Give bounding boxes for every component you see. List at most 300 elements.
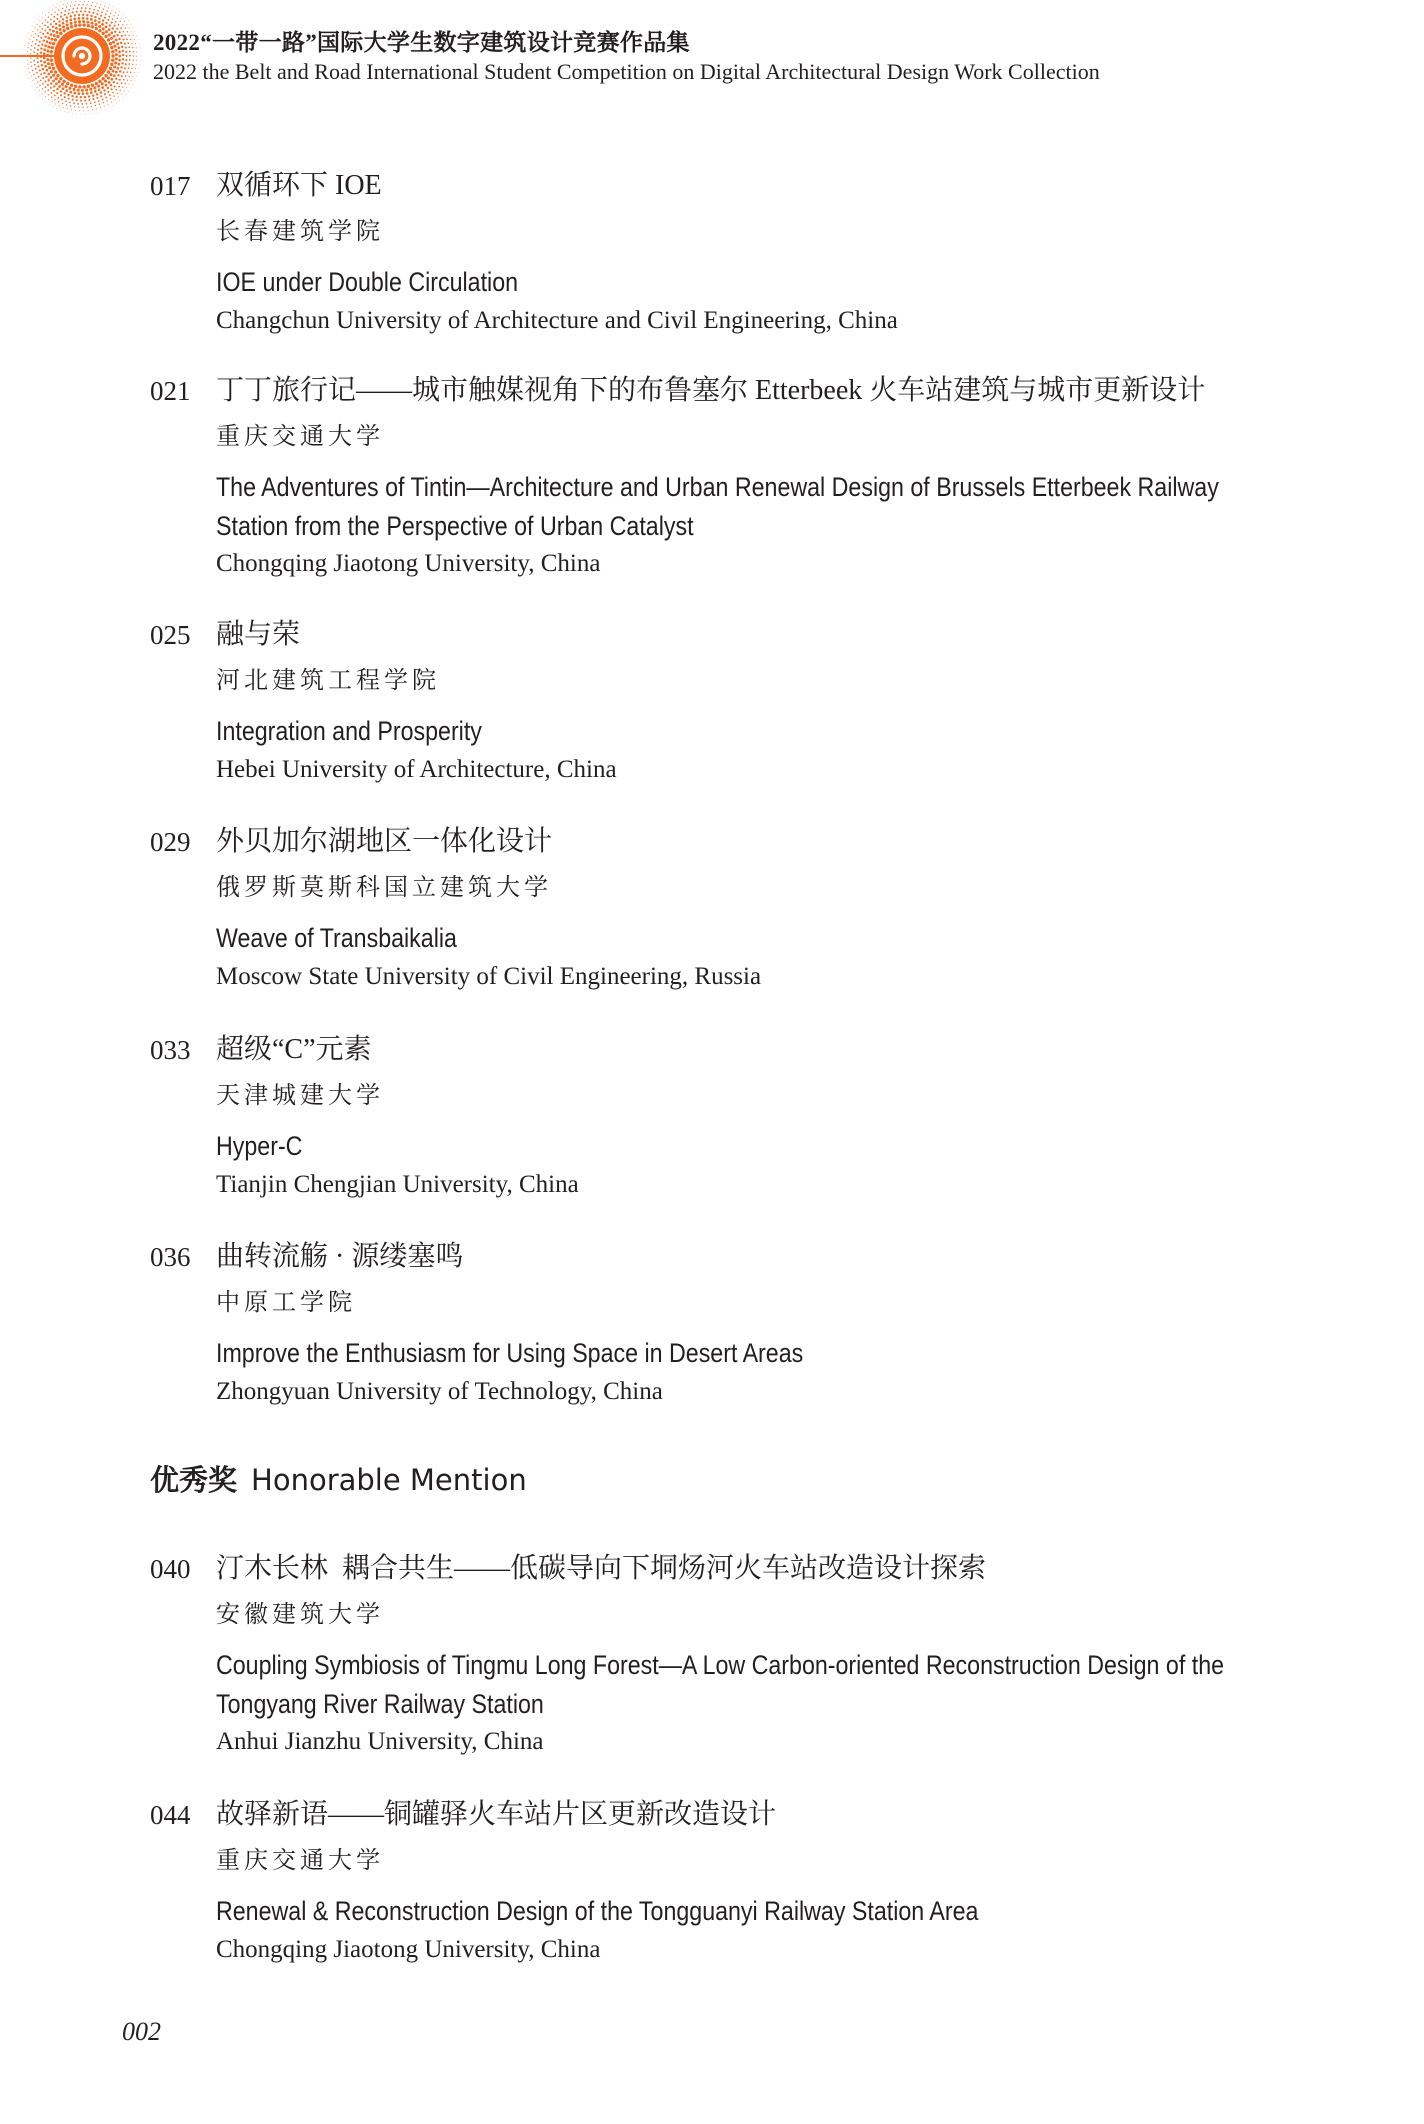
logo-dot	[50, 46, 53, 49]
logo-dot	[105, 2, 106, 3]
logo-dot	[82, 107, 83, 108]
logo-dot	[64, 0, 65, 1]
logo-dot	[114, 31, 116, 33]
logo-dot	[36, 57, 38, 59]
logo-dot	[42, 77, 44, 79]
logo-dot	[132, 76, 133, 77]
logo-dot	[82, 4, 83, 5]
logo-dot	[107, 70, 110, 73]
logo-dot	[104, 106, 105, 107]
logo-dot	[74, 14, 76, 16]
logo-dot	[58, 85, 61, 88]
logo-dot	[56, 35, 59, 38]
logo-dot	[76, 11, 78, 13]
logo-dot	[86, 92, 89, 95]
logo-dot	[49, 104, 50, 105]
logo-dot	[53, 20, 55, 22]
logo-dot	[104, 6, 105, 7]
logo-dot	[50, 87, 52, 89]
logo-dot	[136, 35, 137, 36]
logo-dot	[98, 100, 100, 102]
logo-dot	[115, 57, 118, 60]
logo-dot	[41, 43, 43, 45]
logo-dot	[129, 84, 130, 85]
collection-title-en: 2022 the Belt and Road International Student Competition on Digital Architectural Design Work Collection	[153, 59, 1100, 84]
logo-dot	[109, 42, 112, 45]
logo-dot	[31, 66, 32, 67]
logo-dot	[57, 14, 59, 16]
logo-dot	[42, 22, 43, 23]
logo-dot	[52, 9, 53, 10]
logo-dot	[118, 38, 120, 40]
logo-dot	[86, 14, 88, 16]
logo-dot	[125, 51, 127, 53]
logo-dot	[113, 74, 116, 77]
logo-dot	[131, 43, 132, 44]
logo-dot	[50, 82, 52, 84]
logo-dot	[81, 89, 84, 92]
logo-dot	[46, 50, 49, 53]
logo-dot	[115, 71, 118, 74]
logo-dot	[43, 39, 45, 41]
logo-dot	[62, 18, 64, 20]
logo-dot	[137, 72, 138, 73]
logo-dot	[115, 12, 116, 13]
logo-dot	[48, 94, 49, 95]
logo-dot	[50, 23, 52, 25]
logo-dot	[135, 43, 136, 44]
logo-dot	[28, 43, 29, 44]
logo-dot	[58, 80, 61, 83]
header-text	[153, 28, 1100, 86]
logo-dot	[50, 19, 52, 21]
logo-dot	[37, 29, 38, 30]
logo-dot	[46, 101, 47, 102]
entry-school-en: Moscow State University of Civil Engineering, Russia	[216, 963, 762, 990]
logo-dot	[77, 89, 80, 92]
logo-dot	[51, 97, 52, 98]
logo-dot	[118, 55, 121, 58]
logo-dot	[45, 96, 46, 97]
logo-dot	[92, 94, 94, 96]
logo-dot	[53, 85, 55, 87]
entry-number: 040	[150, 1554, 191, 1584]
logo-dot	[90, 15, 92, 17]
logo-dot	[116, 9, 117, 10]
logo-dot	[49, 41, 52, 44]
logo-dot	[128, 91, 129, 92]
logo-dot	[92, 98, 94, 100]
entry-school-cn: 重庆交通大学	[216, 1846, 384, 1874]
logo-dot	[56, 74, 59, 77]
logo-dot	[122, 54, 124, 56]
logo-dot	[118, 86, 120, 88]
logo-dot	[100, 15, 102, 17]
logo-dot	[96, 3, 97, 4]
logo-dot	[74, 24, 77, 27]
logo-dot	[118, 46, 121, 49]
entry-school-en: Changchun University of Architecture and Civil Engineering, China	[216, 307, 898, 334]
logo-dot	[99, 7, 100, 8]
entry-school-en: Chongqing Jiaotong University, China	[216, 550, 601, 577]
logo-dot	[90, 91, 93, 94]
logo-dot	[111, 10, 112, 11]
logo-dot	[105, 22, 107, 24]
logo-dot	[47, 89, 49, 91]
logo-dot	[62, 87, 65, 90]
logo-dot	[123, 31, 125, 33]
logo-dot	[122, 97, 123, 98]
logo-dot	[108, 104, 109, 105]
logo-dot	[126, 55, 128, 57]
logo-dot	[27, 64, 28, 65]
logo-dot	[89, 8, 91, 10]
logo-dot	[34, 47, 36, 49]
logo-dot	[124, 91, 125, 92]
logo-dot	[75, 96, 77, 98]
logo-dot	[94, 19, 97, 22]
logo-dot	[31, 45, 32, 46]
logo-dot	[136, 47, 137, 48]
logo-dot	[39, 41, 41, 43]
entry-title-en: Integration and Prosperity	[216, 716, 482, 746]
logo-dot	[56, 88, 58, 90]
logo-dot	[127, 31, 128, 32]
logo-dot	[35, 68, 37, 70]
logo-dot	[56, 92, 58, 94]
logo-dot	[122, 39, 124, 41]
logo-dot	[55, 23, 57, 25]
logo-dot	[60, 2, 61, 3]
logo-dot	[130, 24, 131, 25]
logo-dot	[69, 102, 71, 104]
logo-dot	[136, 51, 137, 52]
logo-dot	[25, 70, 26, 71]
logo-dot	[108, 7, 109, 8]
logo-dot	[101, 86, 104, 89]
logo-dot	[59, 28, 62, 31]
logo-dot	[116, 34, 118, 36]
logo-dot	[101, 110, 102, 111]
logo-dot	[34, 83, 35, 84]
logo-dot	[89, 88, 92, 91]
logo-dot	[50, 59, 53, 62]
logo-dot	[60, 110, 61, 111]
entry-title-en: Coupling Symbiosis of Tingmu Long Forest—A Low Carbon-oriented Reconstruction Design of the Tongyang River Railway Station	[216, 1650, 1225, 1719]
logo-dot	[134, 31, 135, 32]
logo-dot	[53, 90, 55, 92]
logo-dot	[132, 47, 133, 48]
logo-dot	[88, 1, 89, 2]
logo-dot	[96, 97, 98, 99]
logo-dot	[102, 27, 105, 30]
entry-title-cn: 丁丁旅行记——城市触媒视角下的布鲁塞尔 Etterbeek 火车站建筑与城市更新设计	[216, 375, 1206, 406]
logo-dot	[70, 22, 73, 25]
logo-dot	[104, 35, 107, 38]
logo-dot	[118, 24, 120, 26]
logo-dot	[106, 100, 107, 101]
logo-dot	[104, 74, 107, 77]
entry-school-en: Zhongyuan University of Technology, China	[216, 1378, 663, 1405]
logo-dot	[116, 67, 119, 70]
logo-dot	[46, 40, 49, 43]
logo-dot	[122, 87, 123, 88]
logo-dot	[50, 70, 53, 73]
logo-dot	[101, 1, 102, 2]
logo-dot	[73, 18, 76, 21]
logo-dot	[87, 106, 88, 107]
logo-dot	[68, 98, 70, 100]
logo-dot	[94, 90, 97, 93]
logo-dot	[131, 68, 132, 69]
logo-dot	[38, 35, 40, 37]
logo-dot	[66, 27, 69, 30]
logo-dot	[38, 76, 40, 78]
logo-dot	[45, 86, 47, 88]
logo-dot	[105, 97, 107, 99]
logo-dot	[62, 103, 63, 104]
entry-title-cn: 融与荣	[216, 619, 301, 650]
logo-dot	[81, 7, 83, 9]
logo-dot	[103, 89, 105, 91]
logo-dot	[52, 101, 53, 102]
entry-title-cn: 超级“C”元素	[216, 1034, 372, 1065]
logo-dot	[97, 112, 98, 113]
logo-dot	[35, 43, 37, 45]
logo-dot	[70, 105, 71, 106]
logo-dot	[66, 82, 69, 85]
logo-dot	[42, 33, 44, 35]
logo-dot	[27, 74, 28, 75]
logo-dot	[40, 60, 42, 62]
logo-dot	[118, 63, 121, 66]
entry-school-cn: 安徽建筑大学	[216, 1600, 384, 1628]
logo-dot	[50, 33, 53, 36]
logo-dot	[105, 84, 108, 87]
logo-dot	[72, 113, 73, 114]
logo-dot	[59, 77, 62, 80]
logo-dot	[113, 35, 116, 38]
logo-dot	[75, 110, 76, 111]
logo-dot	[104, 80, 107, 83]
logo-dot	[32, 31, 33, 32]
logo-dot	[47, 73, 50, 76]
logo-dot	[97, 85, 100, 88]
logo-dot	[76, 114, 77, 115]
logo-dot	[91, 106, 92, 107]
logo-dot	[96, 13, 98, 15]
logo-dot	[95, 27, 98, 30]
logo-dot	[107, 87, 109, 89]
logo-dot	[37, 61, 39, 63]
logo-dot	[36, 72, 38, 74]
entry-title-en: Weave of Transbaikalia	[216, 923, 457, 953]
logo-dot	[80, 10, 82, 12]
logo-dot	[48, 79, 50, 81]
logo-dot	[35, 33, 36, 34]
entry-title-cn: 外贝加尔湖地区一体化设计	[216, 826, 553, 857]
logo-dot	[119, 100, 120, 101]
logo-dot	[92, 109, 93, 110]
logo-dot	[122, 71, 124, 73]
logo-dot	[110, 78, 113, 81]
logo-dot	[39, 26, 40, 27]
logo-dot	[102, 19, 104, 21]
logo-dot	[67, 3, 68, 4]
logo-dot	[105, 13, 107, 15]
logo-dot	[61, 83, 64, 86]
logo-dot	[42, 13, 43, 14]
logo-dot	[139, 47, 140, 48]
logo-dot	[111, 102, 112, 103]
logo-dot	[54, 70, 57, 73]
logo-dot	[83, 110, 84, 111]
logo-dot	[95, 6, 96, 7]
logo-dot	[25, 41, 26, 42]
logo-dot	[60, 94, 62, 96]
logo-dot	[30, 29, 31, 30]
logo-dot	[100, 4, 101, 5]
logo-dot	[24, 66, 25, 67]
logo-dot	[44, 25, 46, 27]
logo-dot	[66, 6, 67, 7]
logo-dot	[61, 99, 63, 101]
logo-dot	[74, 21, 77, 24]
logo-dot	[50, 76, 53, 79]
logo-dot	[93, 113, 94, 114]
logo-dot	[105, 25, 108, 28]
logo-dot	[44, 29, 46, 31]
logo-dot	[137, 39, 138, 40]
logo-dot	[40, 52, 42, 54]
logo-dot	[121, 18, 122, 19]
logo-dot	[62, 80, 65, 83]
logo-dot	[54, 12, 55, 13]
logo-dot	[85, 89, 88, 92]
logo-dot	[40, 79, 42, 81]
logo-dot	[44, 81, 46, 83]
logo-dot	[45, 91, 46, 92]
logo-dot	[118, 15, 119, 16]
logo-dot	[47, 26, 49, 28]
logo-dot	[53, 34, 56, 37]
logo-dot	[111, 22, 113, 24]
logo-dot	[134, 72, 135, 73]
entry-title-en: Renewal & Reconstruction Design of the Tongguanyi Railway Station Area	[216, 1896, 979, 1926]
logo-dot	[42, 83, 44, 85]
logo-dot	[103, 102, 104, 103]
logo-dot	[97, 10, 99, 12]
logo-dot	[64, 111, 65, 112]
logo-dot	[129, 59, 131, 61]
entry-number: 029	[150, 827, 191, 857]
entry-title-cn: 双循环下 IOE	[216, 170, 382, 201]
logo-dot	[39, 96, 40, 97]
logo-dot	[63, 107, 64, 108]
logo-dot	[24, 45, 25, 46]
logo-dot	[74, 85, 77, 88]
logo-dot	[39, 90, 40, 91]
logo-dot	[105, 109, 106, 110]
logo-dot	[49, 29, 51, 31]
logo-dot	[98, 25, 101, 28]
logo-dot	[82, 103, 84, 105]
logo-dot	[73, 92, 76, 95]
logo-dot	[122, 14, 123, 15]
logo-dot	[48, 12, 49, 13]
logo-dot	[42, 17, 43, 18]
logo-dot	[138, 43, 139, 44]
logo-dot	[82, 17, 85, 20]
logo-dot	[92, 2, 93, 3]
logo-dot	[41, 64, 43, 66]
logo-dot	[51, 14, 52, 15]
logo-dot	[52, 67, 55, 70]
logo-dot	[113, 66, 116, 69]
logo-dot	[43, 48, 46, 51]
logo-dot	[51, 92, 53, 94]
logo-dot	[38, 65, 40, 67]
section-title-en: Honorable Mention	[251, 1463, 527, 1497]
logo-dot	[111, 59, 114, 62]
logo-dot	[32, 86, 33, 87]
logo-dot	[129, 28, 130, 29]
logo-dot	[82, 20, 85, 23]
logo-dot	[78, 85, 81, 88]
logo-dot	[88, 95, 90, 97]
logo-dot	[113, 105, 114, 106]
logo-dot	[61, 12, 63, 14]
logo-dot	[80, 100, 82, 102]
logo-dot	[47, 45, 50, 48]
logo-dot	[115, 21, 117, 23]
logo-dot	[42, 28, 44, 30]
logo-dot	[90, 102, 92, 104]
logo-dot	[112, 18, 114, 20]
logo-dot	[63, 92, 65, 94]
logo-dot	[47, 32, 49, 34]
logo-dot	[111, 54, 114, 57]
logo-dot	[131, 31, 132, 32]
logo-dot	[77, 7, 79, 9]
logo-dot	[44, 44, 47, 47]
entry-school-en: Chongqing Jiaotong University, China	[216, 1936, 601, 1963]
logo-dot	[104, 17, 106, 19]
logo-dot	[107, 77, 110, 80]
logo-dot	[31, 76, 32, 77]
logo-dot	[140, 51, 141, 52]
entry-number: 044	[150, 1800, 191, 1830]
logo-dot	[114, 25, 116, 27]
logo-dot	[32, 80, 33, 81]
logo-dot	[55, 82, 58, 85]
logo-dot	[108, 33, 111, 36]
logo-dot	[132, 35, 133, 36]
logo-dot	[27, 51, 28, 52]
logo-dot	[27, 60, 28, 61]
logo-dot	[33, 51, 35, 53]
logo-dot	[109, 67, 112, 70]
logo-dot	[120, 66, 122, 68]
logo-dot	[128, 63, 130, 65]
logo-dot	[43, 57, 46, 60]
logo-dot	[40, 47, 42, 49]
logo-dot	[88, 99, 90, 101]
logo-dot	[77, 103, 79, 105]
logo-dot	[29, 39, 30, 40]
logo-dot	[100, 107, 101, 108]
logo-dot	[133, 27, 134, 28]
